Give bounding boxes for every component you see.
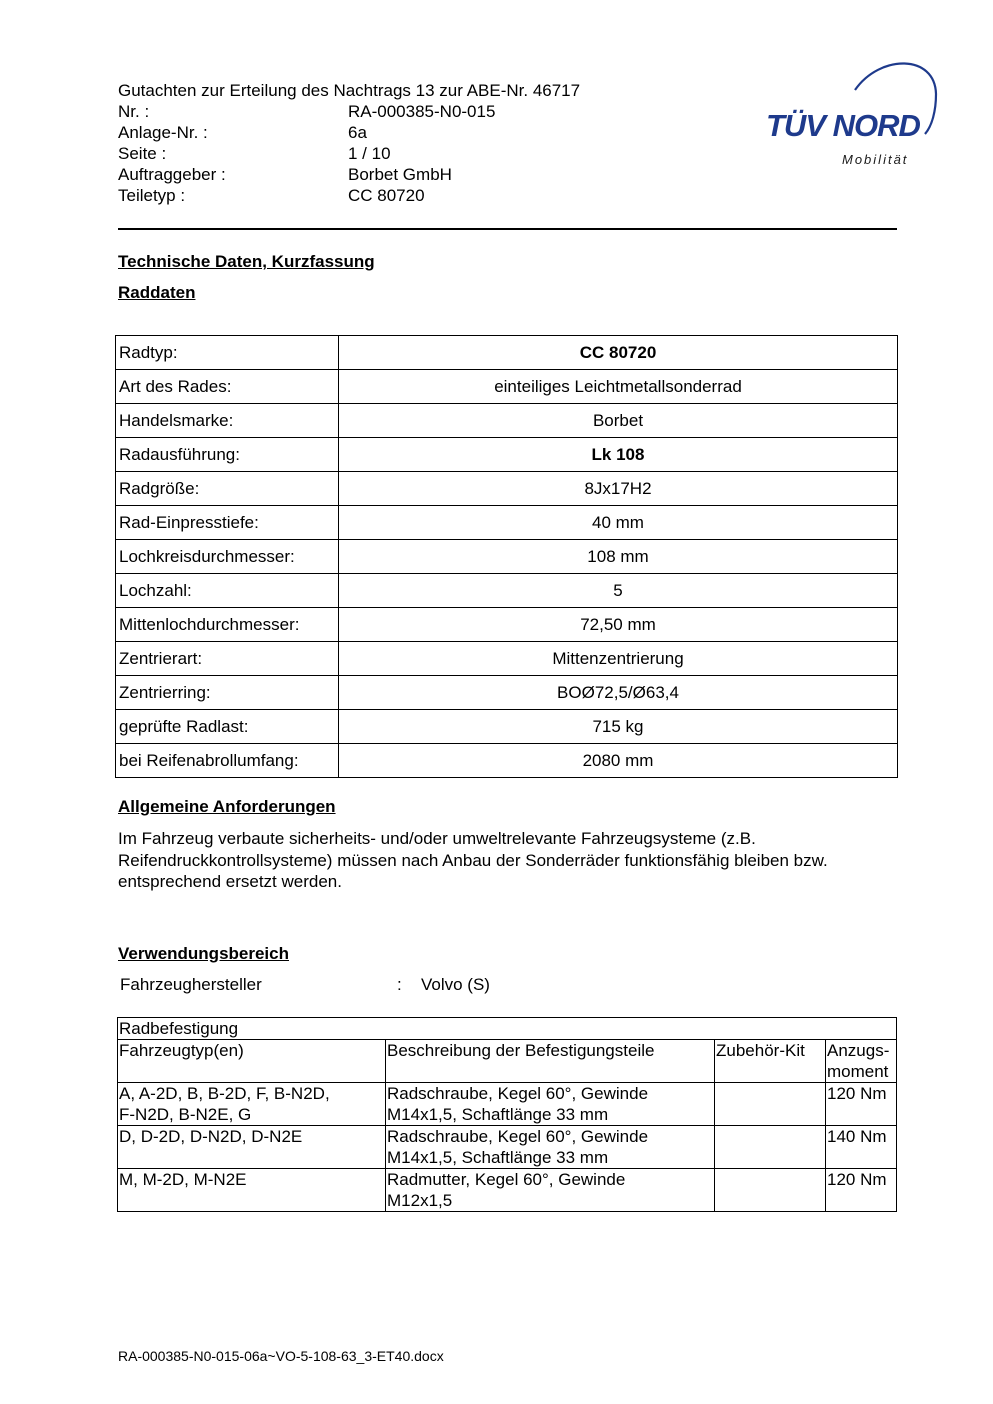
- table-row: [116, 336, 898, 370]
- column-header: Fahrzeugtyp(en): [118, 1040, 386, 1083]
- section-subtitle-raddaten: Raddaten: [118, 283, 196, 302]
- row-value: 40 mm: [339, 506, 898, 540]
- table-row: [116, 506, 898, 540]
- cell-zubehoer-kit: [715, 1083, 826, 1126]
- cell-beschreibung: Radschraube, Kegel 60°, Gewinde M14x1,5, Schaftlänge 33 mm: [386, 1126, 715, 1169]
- table-row: [118, 1126, 897, 1169]
- section-title-anforderungen: Allgemeine Anforderungen: [118, 797, 336, 816]
- table-row: [116, 540, 898, 574]
- logo-subtitle: Mobilität: [842, 152, 909, 167]
- table-row: [116, 438, 898, 472]
- paragraph-line: Reifendruckkontrollsysteme) müssen nach Anbau der Sonderräder funktionsfähig bleiben bzw.: [118, 850, 828, 870]
- row-label: Art des Rades:: [116, 370, 339, 404]
- column-header: Zubehör-Kit: [715, 1040, 826, 1083]
- header-label-anlage: Anlage-Nr. :: [118, 123, 208, 142]
- table-caption: Radbefestigung: [118, 1018, 897, 1040]
- row-value: 5: [339, 574, 898, 608]
- anforderungen-paragraph: [118, 828, 898, 893]
- column-header: Anzugs- moment: [826, 1040, 897, 1083]
- table-header-row: [118, 1040, 897, 1083]
- row-value: 108 mm: [339, 540, 898, 574]
- row-label: Radausführung:: [116, 438, 339, 472]
- hersteller-label: Fahrzeughersteller: [120, 975, 262, 994]
- document-title: Gutachten zur Erteilung des Nachtrags 13 zur ABE-Nr. 46717: [118, 81, 581, 100]
- row-value: einteiliges Leichtmetallsonderrad: [339, 370, 898, 404]
- hersteller-separator: :: [397, 975, 402, 994]
- row-label: bei Reifenabrollumfang:: [116, 744, 339, 778]
- table-row: [116, 608, 898, 642]
- paragraph-line: Im Fahrzeug verbaute sicherheits- und/oder umweltrelevante Fahrzeugsysteme (z.B.: [118, 829, 756, 848]
- row-label: geprüfte Radlast:: [116, 710, 339, 744]
- table-row: [118, 1169, 897, 1212]
- header-value-anlage: 6a: [348, 123, 367, 142]
- section-title-technische-daten: Technische Daten, Kurzfassung: [118, 252, 375, 271]
- cell-beschreibung: Radschraube, Kegel 60°, Gewinde M14x1,5, Schaftlänge 33 mm: [386, 1083, 715, 1126]
- table-row: [116, 404, 898, 438]
- row-label: Radgröße:: [116, 472, 339, 506]
- row-label: Mittenlochdurchmesser:: [116, 608, 339, 642]
- section-title-verwendungsbereich: Verwendungsbereich: [118, 944, 289, 963]
- row-label: Zentrierring:: [116, 676, 339, 710]
- cell-fahrzeugtyp: M, M-2D, M-N2E: [118, 1169, 386, 1212]
- row-value: Borbet: [339, 404, 898, 438]
- row-value: Lk 108: [339, 438, 898, 472]
- row-label: Lochkreisdurchmesser:: [116, 540, 339, 574]
- raddaten-table: [115, 335, 898, 778]
- row-label: Lochzahl:: [116, 574, 339, 608]
- cell-zubehoer-kit: [715, 1126, 826, 1169]
- cell-anzugsmoment: 140 Nm: [826, 1126, 897, 1169]
- row-label: Radtyp:: [116, 336, 339, 370]
- table-row: [116, 642, 898, 676]
- radbefestigung-table: [117, 1017, 897, 1212]
- header-value-teiletyp: CC 80720: [348, 186, 425, 205]
- table-row: [116, 710, 898, 744]
- cell-fahrzeugtyp: A, A-2D, B, B-2D, F, B-N2D, F-N2D, B-N2E, G: [118, 1083, 386, 1126]
- header-label-auftraggeber: Auftraggeber :: [118, 165, 226, 184]
- table-row: [116, 472, 898, 506]
- row-value: BOØ72,5/Ø63,4: [339, 676, 898, 710]
- header-label-seite: Seite :: [118, 144, 167, 163]
- column-header: Beschreibung der Befestigungsteile: [386, 1040, 715, 1083]
- header-label-teiletyp: Teiletyp :: [118, 186, 186, 205]
- row-value: 2080 mm: [339, 744, 898, 778]
- header-value-auftraggeber: Borbet GmbH: [348, 165, 452, 184]
- cell-beschreibung: Radmutter, Kegel 60°, Gewinde M12x1,5: [386, 1169, 715, 1212]
- cell-zubehoer-kit: [715, 1169, 826, 1212]
- table-row: [116, 676, 898, 710]
- cell-anzugsmoment: 120 Nm: [826, 1083, 897, 1126]
- table-row: [116, 370, 898, 404]
- table-caption-row: [118, 1018, 897, 1040]
- table-row: [116, 744, 898, 778]
- header-label-nr: Nr. :: [118, 102, 150, 121]
- row-label: Handelsmarke:: [116, 404, 339, 438]
- tuev-nord-logo: [760, 56, 950, 176]
- header-divider: [118, 228, 897, 230]
- paragraph-line: entsprechend ersetzt werden.: [118, 872, 342, 891]
- row-label: Rad-Einpresstiefe:: [116, 506, 339, 540]
- row-value: 715 kg: [339, 710, 898, 744]
- table-row: [116, 574, 898, 608]
- cell-anzugsmoment: 120 Nm: [826, 1169, 897, 1212]
- footer-filename: RA-000385-N0-015-06a~VO-5-108-63_3-ET40.docx: [118, 1348, 444, 1364]
- table-row: [118, 1083, 897, 1126]
- header-value-seite: 1 / 10: [348, 144, 391, 163]
- row-value: Mittenzentrierung: [339, 642, 898, 676]
- header-value-nr: RA-000385-N0-015: [348, 102, 496, 121]
- logo-wordmark: TÜV NORD: [766, 108, 920, 143]
- cell-fahrzeugtyp: D, D-2D, D-N2D, D-N2E: [118, 1126, 386, 1169]
- row-value: CC 80720: [339, 336, 898, 370]
- hersteller-value: Volvo (S): [421, 975, 490, 994]
- row-label: Zentrierart:: [116, 642, 339, 676]
- row-value: 8Jx17H2: [339, 472, 898, 506]
- row-value: 72,50 mm: [339, 608, 898, 642]
